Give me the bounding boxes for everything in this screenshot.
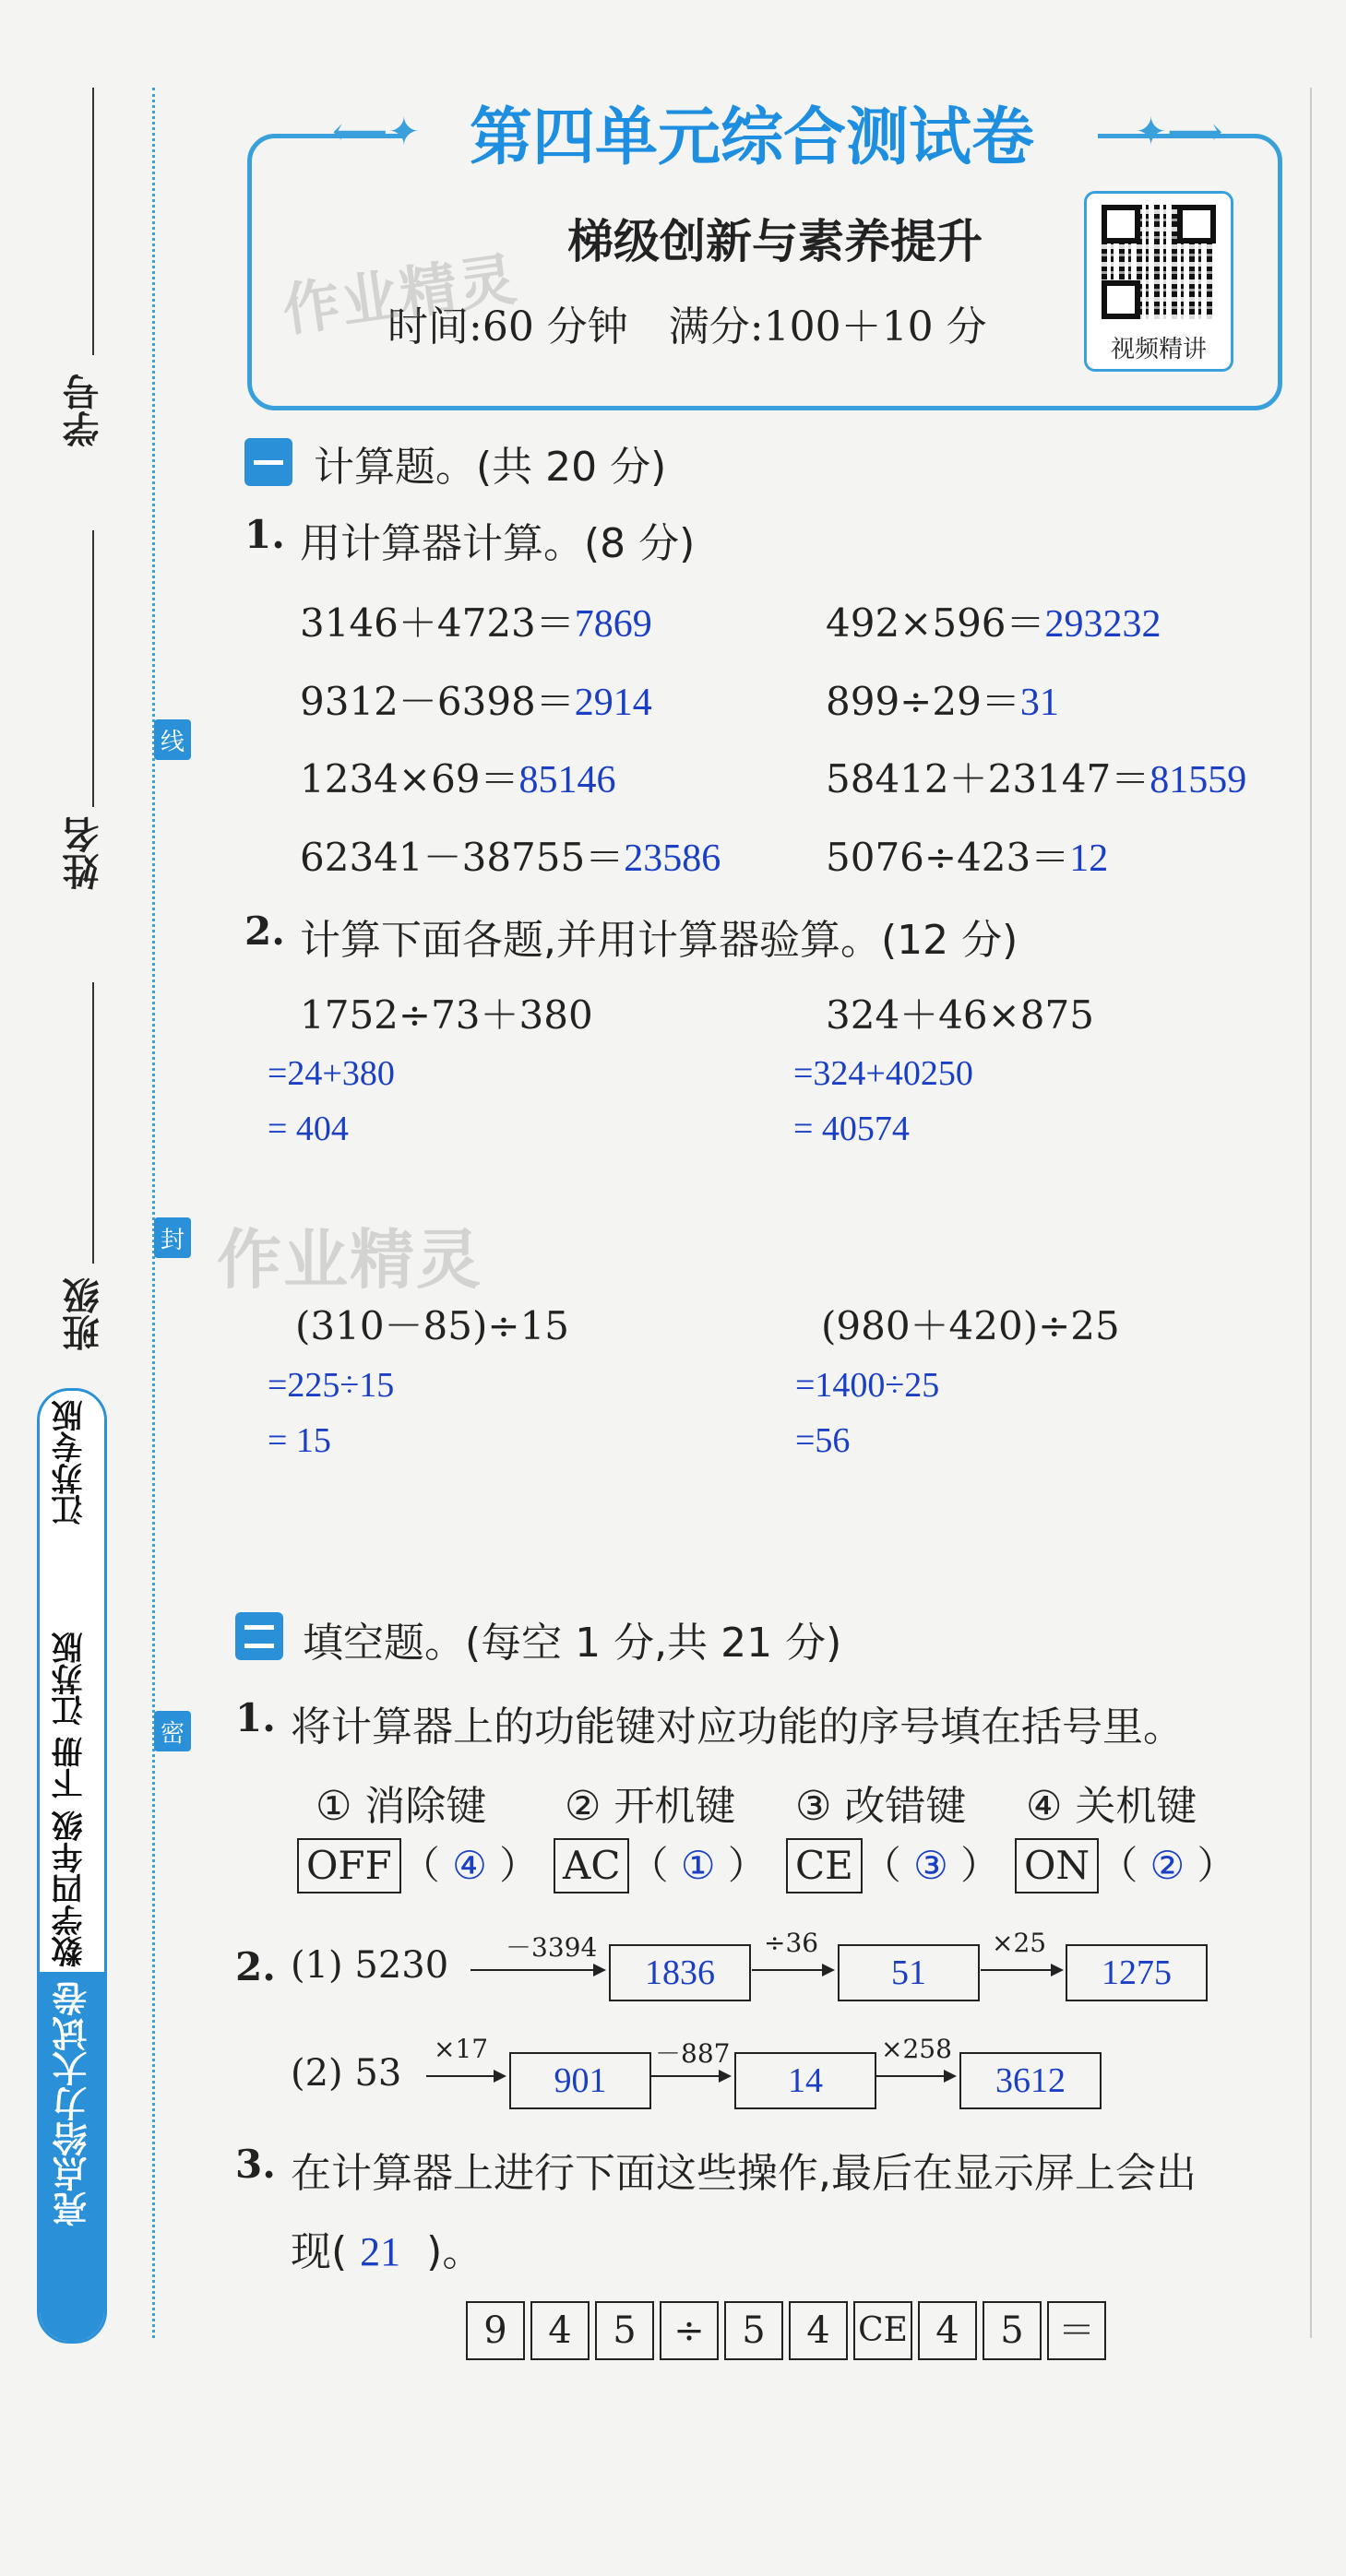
q2-result: = 15 [268,1421,331,1460]
off-key: OFF [297,1838,401,1893]
book-spine [37,1388,107,2344]
q2-number: 2. [244,908,285,954]
fill-q1-prompt: 将计算器上的功能键对应功能的序号填在括号里。 [291,1703,1184,1751]
key-mapping: ON （ ② ） [1015,1835,1236,1893]
section-one-icon [244,438,292,486]
option: ③ 改错键 [795,1783,967,1830]
exam-meta: 时间:60 分钟 满分:100＋10 分 [387,303,987,350]
option: ② 开机键 [565,1783,736,1830]
fill-q2-number: 2. [235,1944,276,1989]
ornament-right-icon: ✦⟶ [1135,109,1223,154]
name-label: 姓名 [63,816,105,890]
option: ① 消除键 [316,1783,487,1830]
cut-mark-secret: 密 [154,1711,191,1751]
q2-prompt: 计算下面各题,并用计算器验算。(12 分) [300,917,1018,964]
watermark: 作业精灵 [217,1222,482,1298]
section-two-icon [235,1612,283,1660]
cut-mark-line: 线 [154,719,191,760]
spine-edition: 江苏专版 [52,1400,89,1525]
q2-step: =24+380 [268,1054,395,1093]
student-id-blank[interactable] [92,88,94,355]
flow-answer[interactable]: 901 [509,2052,651,2109]
q1-item: 1234×69＝85146 [300,756,616,801]
arrow-icon [471,1969,604,1971]
answer-blank[interactable]: ① [680,1846,716,1888]
q1-item: 899÷29＝31 [826,679,1059,724]
calc-key: 4 [918,2301,977,2360]
q1-item: 3146＋4723＝7869 [300,600,652,646]
flow-op: －887 [655,2038,731,2069]
answer: 81559 [1149,759,1247,801]
flow-start: (2) 53 [291,2052,402,2095]
q2-expression: (310－85)÷15 [295,1303,570,1348]
arrow-icon [651,2075,730,2077]
key-mapping: CE （ ③ ） [786,1835,999,1893]
answer: 7869 [574,603,652,646]
ce-key: CE [786,1838,863,1893]
class-blank[interactable] [92,982,94,1264]
page-title: 第四单元综合测试卷 [406,97,1098,180]
class-label: 班级 [63,1277,105,1351]
calc-key: ÷ [660,2301,719,2360]
name-blank[interactable] [92,530,94,807]
q1-prompt: 用计算器计算。(8 分) [300,520,696,567]
q1-item: 5076÷423＝12 [826,835,1109,880]
answer: 2914 [574,682,652,724]
fill-q1-number: 1. [235,1695,276,1740]
flow-op: ×17 [434,2034,489,2064]
section-one-title: 计算题。(共 20 分) [314,444,667,491]
answer-blank[interactable]: 21 [360,2229,401,2274]
arrow-icon [981,1969,1062,1971]
arrow-icon [426,2075,505,2077]
ornament-left-icon: ⟵✦ [332,109,421,154]
flow-answer[interactable]: 14 [734,2052,876,2109]
answer: 85146 [518,759,616,801]
answer-blank[interactable]: ④ [452,1846,487,1888]
spine-book: 数学四年级 下册 江苏版 [52,1632,89,1967]
page-subtitle: 梯级创新与素养提升 [567,215,983,268]
q2-expression: 1752÷73＋380 [300,992,593,1038]
answer-blank[interactable]: ③ [913,1846,948,1888]
flow-answer[interactable]: 1836 [609,1944,751,2001]
flow-answer[interactable]: 1275 [1066,1944,1208,2001]
q1-item: 9312－6398＝2914 [300,679,652,724]
cut-line [152,88,155,2338]
ac-key: AC [554,1838,629,1893]
calc-key: ＝ [1047,2301,1106,2360]
answer-blank[interactable]: ② [1149,1846,1185,1888]
calc-key: 5 [595,2301,654,2360]
answer: 31 [1019,682,1059,724]
answer: 23586 [624,837,721,880]
flow-op: －3394 [506,1932,598,1963]
student-id-label: 学号 [63,374,105,447]
arrow-icon [876,2075,955,2077]
q1-item: 58412＋23147＝81559 [826,756,1247,801]
q2-step: =324+40250 [793,1054,973,1093]
q1-item: 492×596＝293232 [826,600,1161,646]
answer: 12 [1069,837,1109,880]
q2-result: = 404 [268,1110,349,1148]
calc-key: CE [853,2301,912,2360]
q2-expression: (980＋420)÷25 [821,1303,1120,1348]
q2-result: = 40574 [793,1110,910,1148]
q2-step: =225÷15 [268,1366,395,1405]
fill-q3-prompt: 在计算器上进行下面这些操作,最后在显示屏上会出 [291,2150,1197,2197]
key-mapping: AC （ ① ） [554,1835,767,1893]
q2-step: =1400÷25 [795,1366,940,1405]
fill-q3-number: 3. [235,2142,276,2187]
q1-number: 1. [244,512,285,557]
flow-op: ×25 [992,1928,1047,1958]
q1-item: 62341－38755＝23586 [300,835,721,880]
spine-series: 亮点给力大试卷 [53,1981,93,2226]
qr-caption: 视频精讲 [1110,336,1207,363]
flow-op: ×258 [881,2034,952,2064]
cut-mark-seal: 封 [154,1217,191,1258]
arrow-icon [752,1969,833,1971]
flow-answer[interactable]: 51 [838,1944,980,2001]
flow-answer[interactable]: 3612 [959,2052,1102,2109]
q2-expression: 324＋46×875 [826,992,1094,1038]
page-border [1310,88,1312,2338]
calc-key: 9 [466,2301,525,2360]
on-key: ON [1015,1838,1099,1893]
flow-op: ÷36 [764,1928,819,1958]
fill-q3-prompt-line2: 现( 21 )。 [291,2228,483,2275]
calc-key: 4 [530,2301,590,2360]
calc-key: 4 [789,2301,848,2360]
option: ④ 关机键 [1026,1783,1197,1830]
qr-code[interactable] [1084,191,1233,372]
calc-key: 5 [983,2301,1042,2360]
key-mapping: OFF （ ④ ） [297,1835,538,1893]
section-two-title: 填空题。(每空 1 分,共 21 分) [303,1620,842,1667]
calc-key: 5 [724,2301,783,2360]
answer: 293232 [1044,603,1161,646]
q2-result: =56 [795,1421,851,1460]
flow-start: (1) 5230 [291,1944,449,1987]
watermark: 作业精灵 [278,244,522,345]
